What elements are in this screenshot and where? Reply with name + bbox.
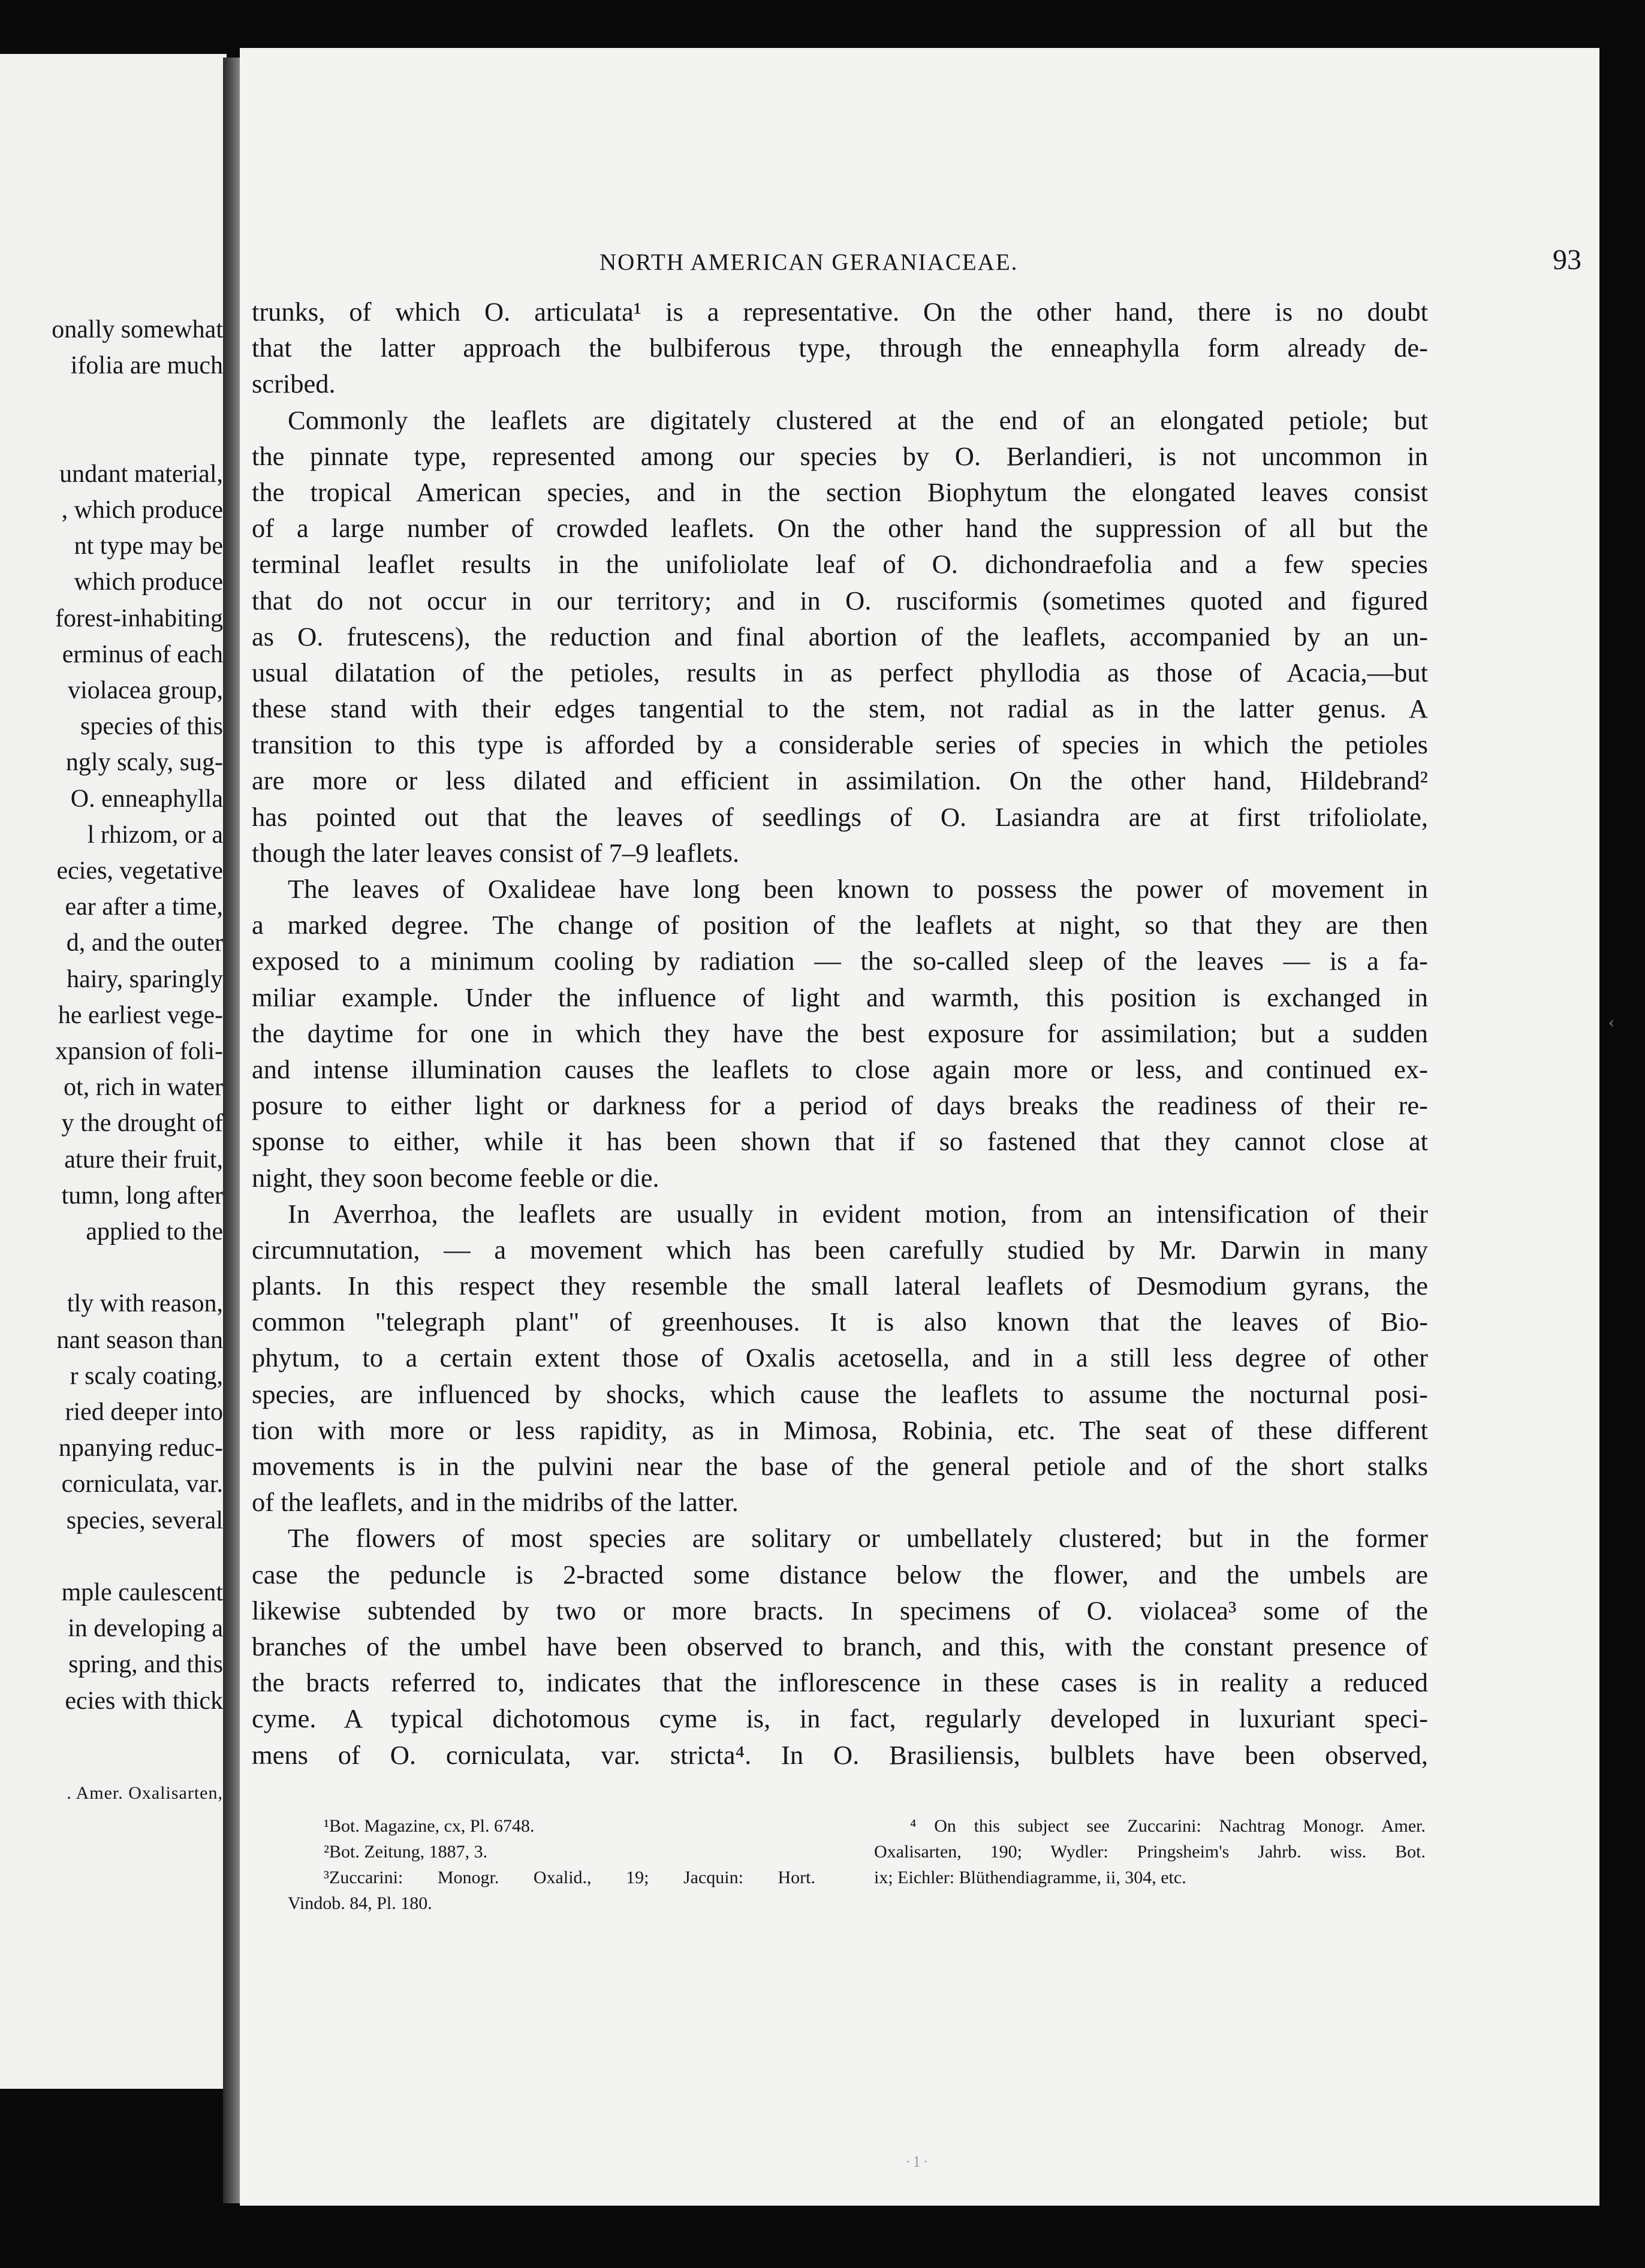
body-line: the daytime for one in which they have the best exposure for assimilation; but a sudden (252, 1018, 1428, 1048)
left-page-line: species of this (80, 713, 223, 741)
body-line: terminal leaflet results in the unifoliolate leaf of O. dichondraefolia and a few species (252, 549, 1428, 580)
left-page-line: species, several (66, 1506, 223, 1534)
body-line: species, are influenced by shocks, which cause the leaflets to assume the nocturnal posi- (252, 1379, 1428, 1409)
bottom-scan-mark: ·1· (905, 2153, 931, 2170)
body-line: that do not occur in our territory; and in O. rusciformis (sometimes quoted and figured (252, 585, 1428, 616)
body-line: plants. In this respect they resemble the small lateral leaflets of Desmodium gyrans, the (252, 1271, 1428, 1301)
margin-mark: ‹ (1608, 1012, 1614, 1032)
body-line: exposed to a minimum cooling by radiation — the so-called sleep of the leaves — is a fa- (252, 946, 1428, 976)
body-text (252, 294, 1428, 1773)
left-page-line: which produce (74, 568, 223, 596)
body-line: as O. frutescens), the reduction and final abortion of the leaflets, accompanied by an un- (252, 621, 1428, 652)
footnote-line: ix; Eichler: Blüthendiagramme, ii, 304, etc. (874, 1868, 1186, 1887)
left-page-line: l rhizom, or a (87, 821, 223, 849)
body-line: that the latter approach the bulbiferous type, through the enneaphylla form already de- (252, 333, 1428, 363)
left-page-line: ried deeper into (65, 1398, 223, 1426)
left-page-line: erminus of each (62, 640, 223, 668)
footnotes-left (288, 1813, 815, 1916)
body-line: The leaves of Oxalideae have long been known to possess the power of movement in (288, 874, 1428, 904)
left-page-line: d, and the outer (66, 929, 223, 957)
left-page-line: ear after a time, (65, 893, 223, 921)
left-page-line: he earliest vege- (58, 1001, 223, 1029)
body-line: these stand with their edges tangential to the stem, not radial as in the latter genus. A (252, 693, 1428, 724)
left-page-line: ature their fruit, (64, 1145, 223, 1174)
left-page-line: onally somewhat (52, 316, 223, 343)
footnote-line: ³Zuccarini: Monogr. Oxalid., 19; Jacquin: Hort. (324, 1868, 815, 1887)
left-page-line: ecies with thick (65, 1687, 223, 1715)
body-line: of a large number of crowded leaflets. On the other hand the suppression of all but the (252, 513, 1428, 544)
body-line: phytum, to a certain extent those of Oxalis acetosella, and in a still less degree of other (252, 1343, 1428, 1373)
body-line: movements is in the pulvini near the base of the general petiole and of the short stalks (252, 1451, 1428, 1481)
body-line: has pointed out that the leaves of seedlings of O. Lasiandra are at first trifoliolate, (252, 801, 1428, 832)
left-page-line: violacea group, (68, 677, 223, 704)
body-line: likewise subtended by two or more bracts. In specimens of O. violacea³ some of the (252, 1595, 1428, 1625)
footnote-line: Oxalisarten, 190; Wydler: Pringsheim's Jahrb. wiss. Bot. (874, 1842, 1426, 1862)
body-line: the pinnate type, represented among our species by O. Berlandieri, is not uncommon in (252, 441, 1428, 471)
footnote-line: ¹Bot. Magazine, cx, Pl. 6748. (324, 1816, 535, 1836)
book-page (240, 48, 1599, 2206)
body-line: of the leaflets, and in the midribs of the latter. (252, 1487, 739, 1518)
left-page-line: applied to the (86, 1218, 223, 1245)
body-line: circumnutation, — a movement which has been carefully studied by Mr. Darwin in many (252, 1234, 1428, 1265)
body-line: a marked degree. The change of position of the leaflets at night, so that they are then (252, 910, 1428, 940)
left-page-line: O. enneaphylla (70, 785, 223, 813)
left-page-line: xpansion of foli- (55, 1038, 223, 1065)
body-line: transition to this type is afforded by a considerable series of species in which the petioles (252, 729, 1428, 760)
left-page-line: spring, and this (68, 1651, 223, 1679)
body-line: scribed. (252, 369, 336, 399)
left-page-line: ecies, vegetative (56, 857, 223, 885)
body-line: though the later leaves consist of 7–9 leaflets. (252, 837, 740, 868)
body-line: sponse to either, while it has been shown that if so fastened that they cannot close at (252, 1126, 1428, 1157)
left-page-line: corniculata, var. (61, 1470, 223, 1498)
body-line: cyme. A typical dichotomous cyme is, in fact, regularly developed in luxuriant speci- (252, 1703, 1428, 1734)
left-page-line: hairy, sparingly (67, 965, 223, 993)
footnote-line: ⁴ On this subject see Zuccarini: Nachtrag Monogr. Amer. (910, 1816, 1426, 1836)
body-line: the tropical American species, and in the section Biophytum the elongated leaves consist (252, 476, 1428, 507)
body-line: miliar example. Under the influence of light and warmth, this position is exchanged in (252, 982, 1428, 1012)
body-line: common "telegraph plant" of greenhouses. It is also known that the leaves of Bio- (252, 1307, 1428, 1337)
body-line: usual dilatation of the petioles, results in as perfect phyllodia as those of Acacia,—but (252, 657, 1428, 687)
left-page-line: y the drought of (61, 1109, 223, 1138)
left-page-line: nant season than (56, 1326, 223, 1354)
body-line: night, they soon become feeble or die. (252, 1162, 659, 1193)
left-page-line: ifolia are much (70, 352, 223, 380)
left-page-line: , which produce (61, 496, 223, 524)
body-line: Commonly the leaflets are digitately clustered at the end of an elongated petiole; but (288, 405, 1428, 435)
body-line: branches of the umbel have been observed to branch, and this, with the constant presence of (252, 1631, 1428, 1661)
footnote-line: Vindob. 84, Pl. 180. (288, 1893, 432, 1913)
body-line: mens of O. corniculata, var. stricta⁴. In O. Brasiliensis, bulblets have been observed, (252, 1739, 1428, 1770)
body-line: posure to either light or darkness for a period of days breaks the readiness of their re- (252, 1090, 1428, 1121)
body-line: the bracts referred to, indicates that the inflorescence in these cases is in reality a reduced (252, 1667, 1428, 1698)
left-page-line: nt type may be (74, 532, 223, 560)
left-page-line: undant material, (59, 460, 223, 488)
body-line: tion with more or less rapidity, as in Mimosa, Robinia, etc. The seat of these different (252, 1415, 1428, 1445)
left-page-footnote: . Amer. Oxalisarten, (67, 1783, 223, 1803)
body-line: The flowers of most species are solitary or umbellately clustered; but in the former (288, 1523, 1428, 1554)
left-page-line: mple caulescent (61, 1579, 223, 1606)
body-line: trunks, of which O. articulata¹ is a representative. On the other hand, there is no doubt (252, 297, 1428, 327)
body-line: and intense illumination causes the leaflets to close again more or less, and continued ex- (252, 1054, 1428, 1084)
running-head: NORTH AMERICAN GERANIACEAE. (599, 249, 1019, 275)
left-page-line: forest-inhabiting (55, 604, 223, 632)
body-line: In Averrhoa, the leaflets are usually in evident motion, from an intensification of their (288, 1198, 1428, 1229)
footnote-line: ²Bot. Zeitung, 1887, 3. (324, 1842, 488, 1862)
left-page-line: tly with reason, (67, 1290, 223, 1318)
page-number: 93 (1553, 244, 1581, 276)
left-page-line: npanying reduc- (58, 1434, 223, 1462)
footnotes-right (874, 1813, 1426, 1890)
body-line: are more or less dilated and efficient in assimilation. On the other hand, Hildebrand² (252, 765, 1428, 796)
left-facing-page (0, 54, 227, 2089)
body-line: case the peduncle is 2-bracted some distance below the flower, and the umbels are (252, 1559, 1428, 1590)
left-page-line: tumn, long after (61, 1181, 223, 1210)
left-page-line: r scaly coating, (70, 1362, 223, 1390)
left-page-line: ngly scaly, sug- (65, 749, 223, 777)
left-page-line: ot, rich in water (64, 1073, 223, 1102)
left-page-line: in developing a (68, 1615, 223, 1643)
